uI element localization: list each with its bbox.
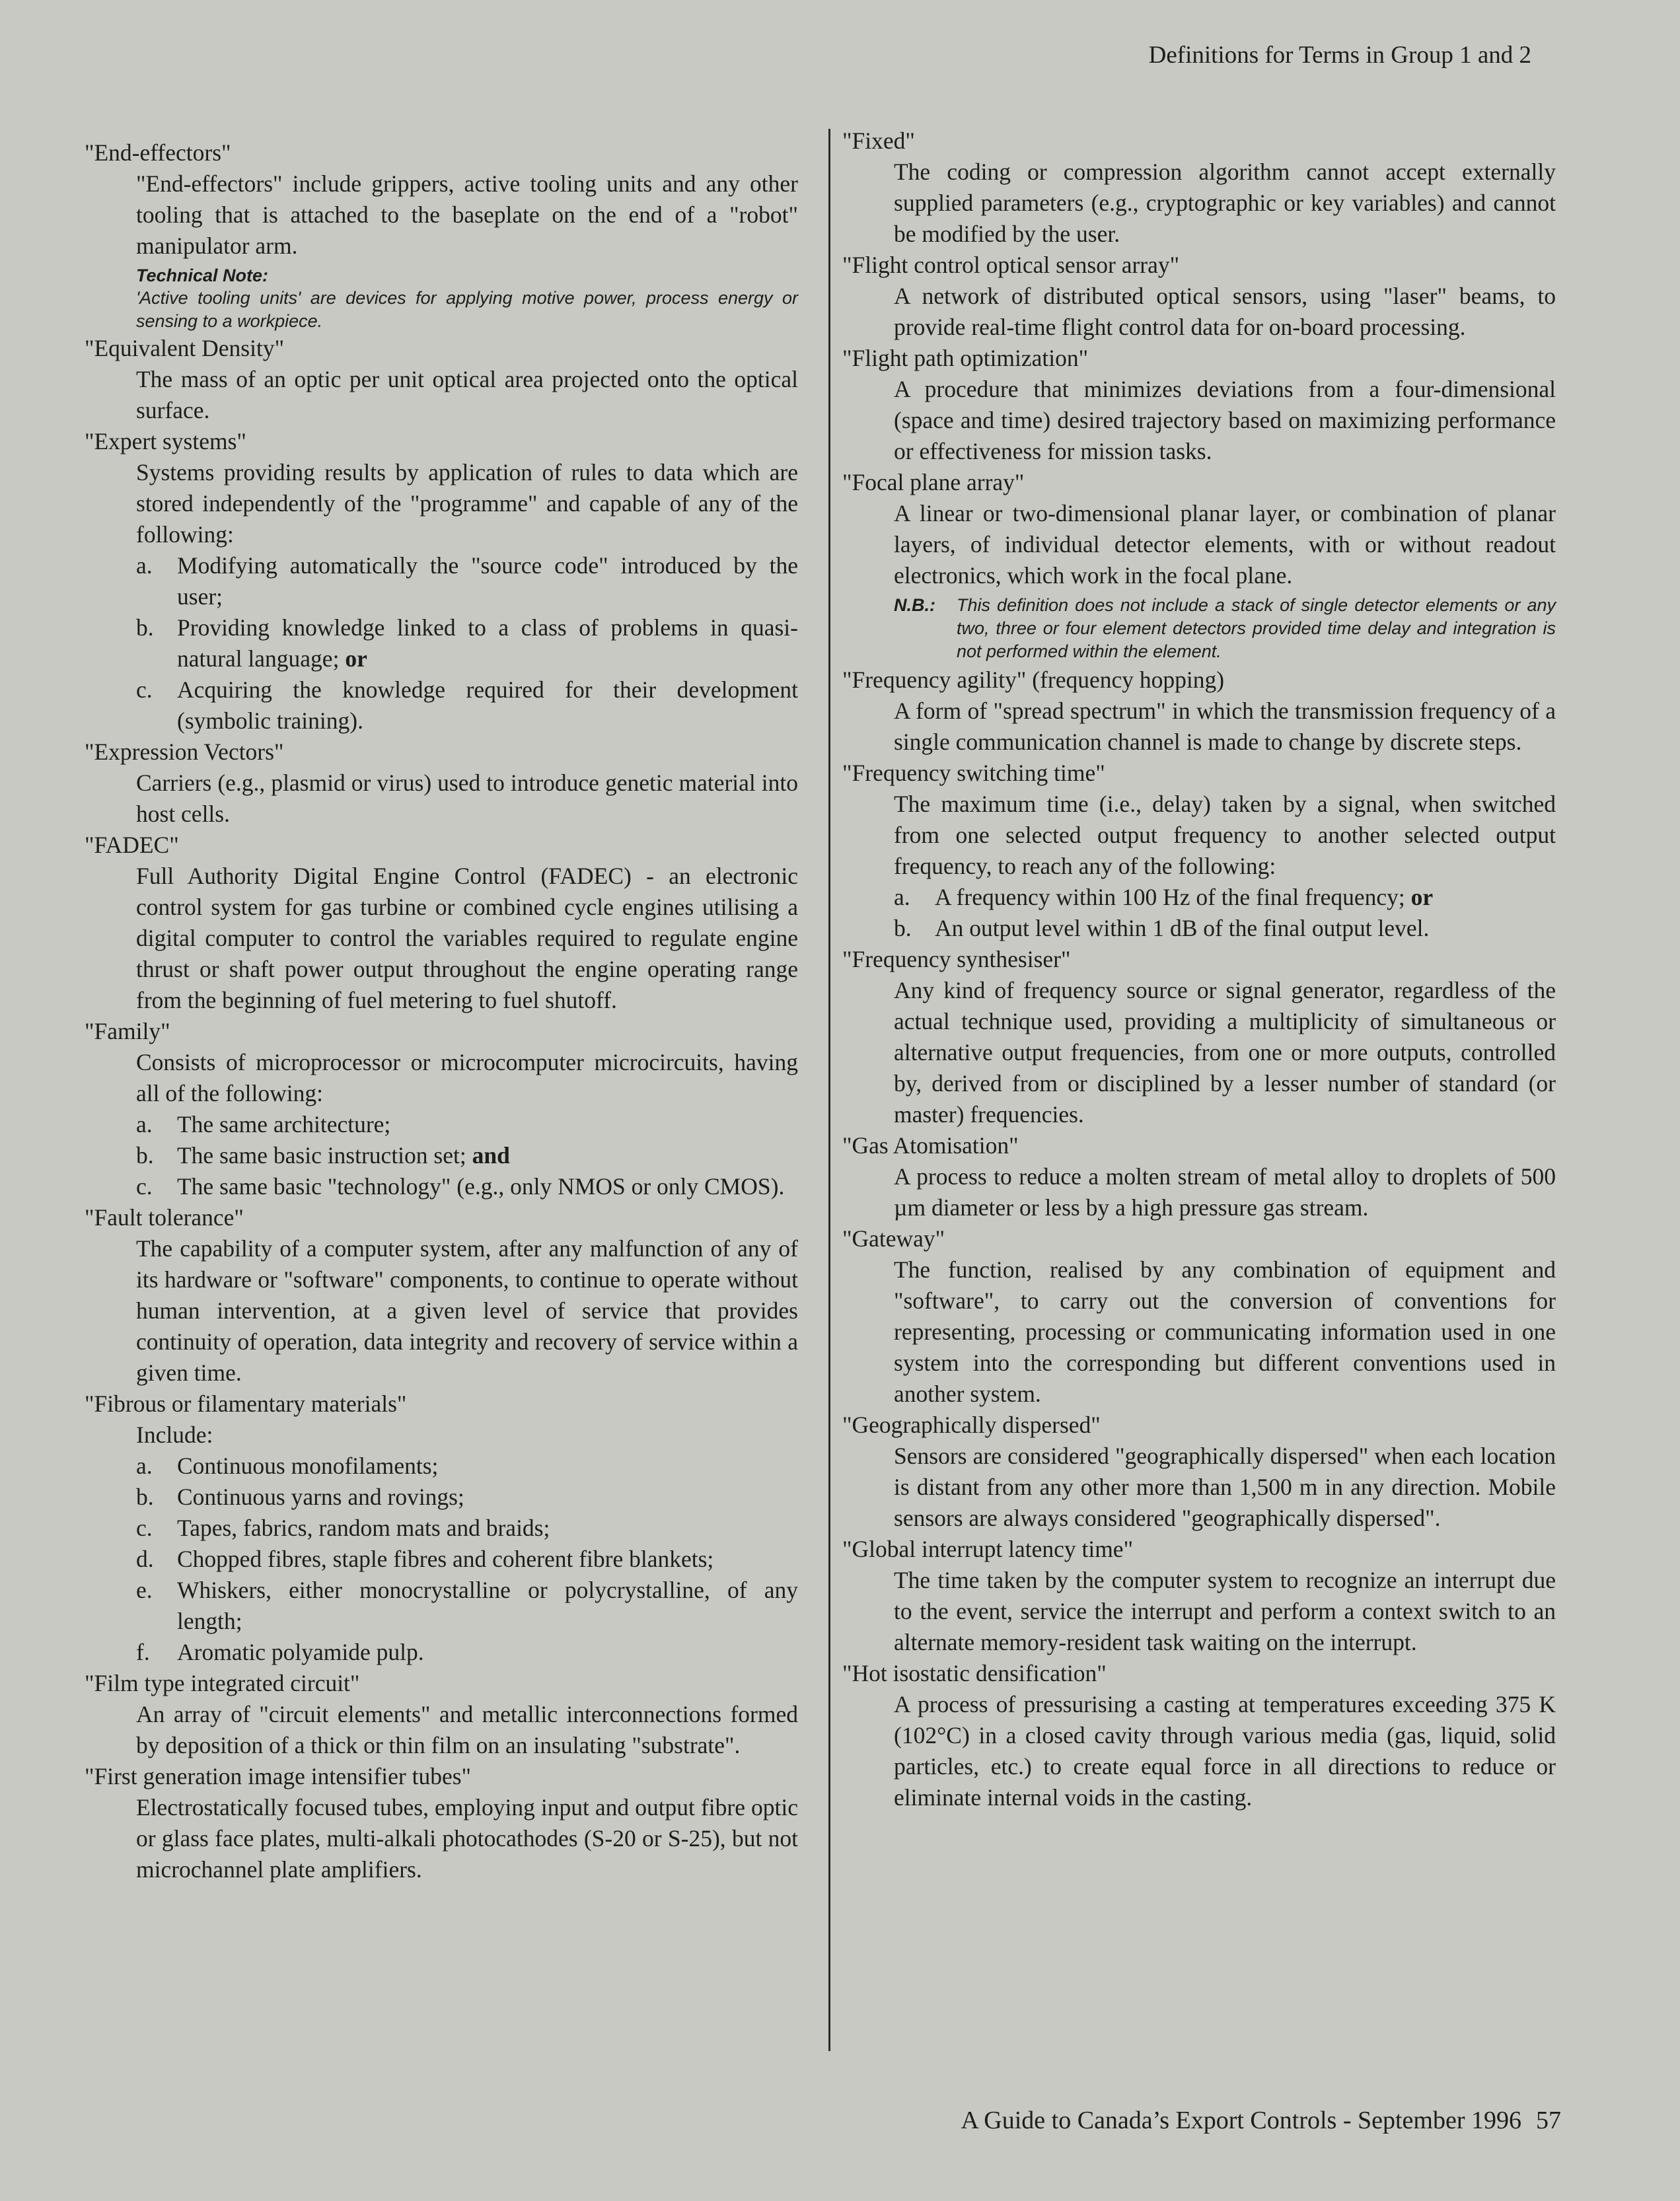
entry-term: "Equivalent Density" xyxy=(85,335,285,361)
entry-term: "Family" xyxy=(85,1018,170,1044)
entry-first-gen-tubes xyxy=(85,1761,798,1885)
entry-term: "FADEC" xyxy=(85,832,179,858)
entry-definition: The maximum time (i.e., delay) taken by a signal, when switched from one selected output frequency to another selected output frequency, to reach any of the following: xyxy=(894,791,1556,879)
technical-note-text: 'Active tooling units' are devices for applying motive power, process energy or sensing to a workpiece. xyxy=(136,288,798,331)
page-number: 57 xyxy=(1536,2107,1561,2134)
entry-definition: An array of "circuit elements" and metallic interconnections formed by deposition of a thick or thin film on an insulating "substrate". xyxy=(136,1701,798,1758)
entry-definition: Carriers (e.g., plasmid or virus) used to introduce genetic material into host cells. xyxy=(136,770,798,827)
list-item: f. Aromatic polyamide pulp. xyxy=(136,1639,424,1665)
entry-term: "Gas Atomisation" xyxy=(842,1132,1019,1159)
page-footer xyxy=(961,2106,1561,2135)
entry-term: "Fault tolerance" xyxy=(85,1204,244,1231)
technical-note-title: Technical Note: xyxy=(136,266,269,285)
entry-term: "First generation image intensifier tubes" xyxy=(85,1763,472,1789)
entry-term: "Expression Vectors" xyxy=(85,739,284,765)
entry-gateway xyxy=(842,1223,1556,1410)
entry-frequency-switching-time xyxy=(842,758,1556,944)
entry-term: "Expert systems" xyxy=(85,428,246,454)
entry-definition: Include: xyxy=(136,1422,213,1448)
list-item: b. Continuous yarns and rovings; xyxy=(136,1484,464,1510)
entry-family xyxy=(85,1016,798,1202)
entry-fault-tolerance xyxy=(85,1202,798,1389)
right-column xyxy=(842,126,1556,1813)
entry-term: "Hot isostatic densification" xyxy=(842,1660,1107,1686)
entry-term: "Fibrous or filamentary materials" xyxy=(85,1390,407,1417)
entry-flight-path-optimization xyxy=(842,343,1556,467)
entry-term: "Focal plane array" xyxy=(842,469,1025,495)
list-item: b. An output level within 1 dB of the final output level. xyxy=(894,915,1430,941)
entry-fixed xyxy=(842,126,1556,250)
list-item: a. The same architecture; xyxy=(136,1111,391,1137)
entry-term: "Frequency agility" (frequency hopping) xyxy=(842,667,1225,693)
entry-term: "Flight control optical sensor array" xyxy=(842,252,1180,278)
entry-definition: Electrostatically focused tubes, employing input and output fibre optic or glass face plates, multi-alkali photocathodes (S-20 or S-25), but not microchannel plate amplifiers. xyxy=(136,1794,798,1883)
left-column xyxy=(85,137,798,1885)
entry-definition: Full Authority Digital Engine Control (FADEC) - an electronic control system for gas turbine or combined cycle engines utilising a digital computer to control the variables required to regulate engine thrust or shaft power output throughout the engine operating range from the beginning of fuel metering to fuel shutoff. xyxy=(136,863,798,1013)
entry-term: "Geographically dispersed" xyxy=(842,1412,1101,1438)
footer-title: A Guide to Canada’s Export Controls - September 1996 xyxy=(961,2107,1521,2134)
entry-hot-isostatic-densification xyxy=(842,1658,1556,1813)
list-item: c. Tapes, fabrics, random mats and braids; xyxy=(136,1515,550,1541)
entry-fibrous-materials xyxy=(85,1389,798,1668)
entry-definition: The function, realised by any combination of equipment and "software", to carry out the conversion of conventions for representing, processing or communicating information used in one system into the corresponding but different conventions used in another system. xyxy=(894,1256,1556,1407)
entry-definition: A process of pressurising a casting at temperatures exceeding 375 K (102°C) in a closed cavity through various media (gas, liquid, solid particles, etc.) to create equal force in all directions to reduce or eliminate internal voids in the casting. xyxy=(894,1691,1556,1811)
entry-definition: "End-effectors" include grippers, active tooling units and any other tooling that is attached to the baseplate on the end of a "robot" manipulator arm. xyxy=(136,170,798,259)
list-item: d. Chopped fibres, staple fibres and coherent fibre blankets; xyxy=(136,1546,714,1572)
entry-flight-control-array xyxy=(842,250,1556,343)
list-item: b. Providing knowledge linked to a class of problems in quasi-natural language; or xyxy=(136,614,798,672)
nota-bene-text: This definition does not include a stack of single detector elements or any two, three or four element detectors provided time delay and integration is not performed within the element. xyxy=(957,595,1556,661)
entry-definition: The capability of a computer system, after any malfunction of any of its hardware or "software" components, to continue to operate without human intervention, at a given level of service that provides continuity of operation, data integrity and recovery of service within a given time. xyxy=(136,1235,798,1386)
entry-definition: The coding or compression algorithm cannot accept externally supplied parameters (e.g., cryptographic or key variables) and cannot be modified by the user. xyxy=(894,159,1556,247)
entry-definition: A process to reduce a molten stream of metal alloy to droplets of 500 µm diameter or less by a high pressure gas stream. xyxy=(894,1163,1556,1221)
entry-definition: The time taken by the computer system to recognize an interrupt due to the event, service the interrupt and perform a context switch to an alternate memory-resident task waiting on the interrupt. xyxy=(894,1567,1556,1655)
list-item: c. Acquiring the knowledge required for their development (symbolic training). xyxy=(136,676,798,734)
entry-term: "Film type integrated circuit" xyxy=(85,1670,360,1696)
list-item: a. Modifying automatically the "source code" introduced by the user; xyxy=(136,552,798,610)
entry-term: "End-effectors" xyxy=(85,139,231,166)
connector-word: or xyxy=(345,645,367,672)
entry-film-type-ic xyxy=(85,1668,798,1761)
list-item: c. The same basic "technology" (e.g., only NMOS or only CMOS). xyxy=(136,1173,785,1200)
entry-term: "Global interrupt latency time" xyxy=(842,1536,1134,1562)
entry-definition: A form of "spread spectrum" in which the transmission frequency of a single communication channel is made to change by discrete steps. xyxy=(894,698,1556,755)
entry-definition: Sensors are considered "geographically dispersed" when each location is distant from any other more than 1,500 m in any direction. Mobile sensors are always considered "geographically dispersed". xyxy=(894,1443,1556,1531)
entry-frequency-synthesiser xyxy=(842,944,1556,1130)
entry-term: "Fixed" xyxy=(842,127,915,154)
list-item: e. Whiskers, either monocrystalline or polycrystalline, of any length; xyxy=(136,1577,798,1634)
entry-term: "Frequency switching time" xyxy=(842,760,1105,786)
connector-word: or xyxy=(1410,884,1434,910)
column-divider xyxy=(828,129,830,2051)
entry-definition: A network of distributed optical sensors, using "laser" beams, to provide real-time flight control data for on-board processing. xyxy=(894,283,1556,340)
entry-definition: The mass of an optic per unit optical area projected onto the optical surface. xyxy=(136,366,798,423)
entry-focal-plane-array xyxy=(842,467,1556,663)
list-item: b. The same basic instruction set; and xyxy=(136,1142,510,1169)
entry-fadec xyxy=(85,830,798,1016)
list-item: a. Continuous monofilaments; xyxy=(136,1453,439,1479)
entry-definition: Systems providing results by application of rules to data which are stored independently of the "programme" and capable of any of the following: xyxy=(136,459,798,548)
entry-global-interrupt-latency xyxy=(842,1534,1556,1658)
entry-expert-systems xyxy=(85,426,798,737)
entry-definition: Consists of microprocessor or microcomputer microcircuits, having all of the following: xyxy=(136,1049,798,1106)
list-item: a. A frequency within 100 Hz of the final frequency; or xyxy=(894,884,1434,910)
entry-definition: A linear or two-dimensional planar layer, or combination of planar layers, of individual detector elements, with or without readout electronics, which work in the focal plane. xyxy=(894,500,1556,589)
entry-definition: Any kind of frequency source or signal generator, regardless of the actual technique used, providing a multiplicity of simultaneous or alternative output frequencies, from one or more outputs, controlled by, derived from or disciplined by a lesser number of standard (or master) frequencies. xyxy=(894,977,1556,1128)
entry-frequency-agility xyxy=(842,665,1556,758)
entry-term: "Frequency synthesiser" xyxy=(842,946,1071,972)
entry-term: "Flight path optimization" xyxy=(842,345,1089,371)
nota-bene-label: N.B.: xyxy=(894,595,935,615)
connector-word: and xyxy=(472,1142,510,1169)
entry-equivalent-density xyxy=(85,333,798,426)
entry-definition: A procedure that minimizes deviations from a four-dimensional (space and time) desired trajectory based on maximizing performance or effectiveness for mission tasks. xyxy=(894,376,1556,464)
entry-term: "Gateway" xyxy=(842,1225,945,1252)
entry-gas-atomisation xyxy=(842,1130,1556,1223)
entry-geographically-dispersed xyxy=(842,1410,1556,1534)
entry-end-effectors xyxy=(85,137,798,333)
entry-expression-vectors xyxy=(85,737,798,830)
running-header: Definitions for Terms in Group 1 and 2 xyxy=(1148,42,1531,69)
nota-bene xyxy=(894,594,1556,663)
